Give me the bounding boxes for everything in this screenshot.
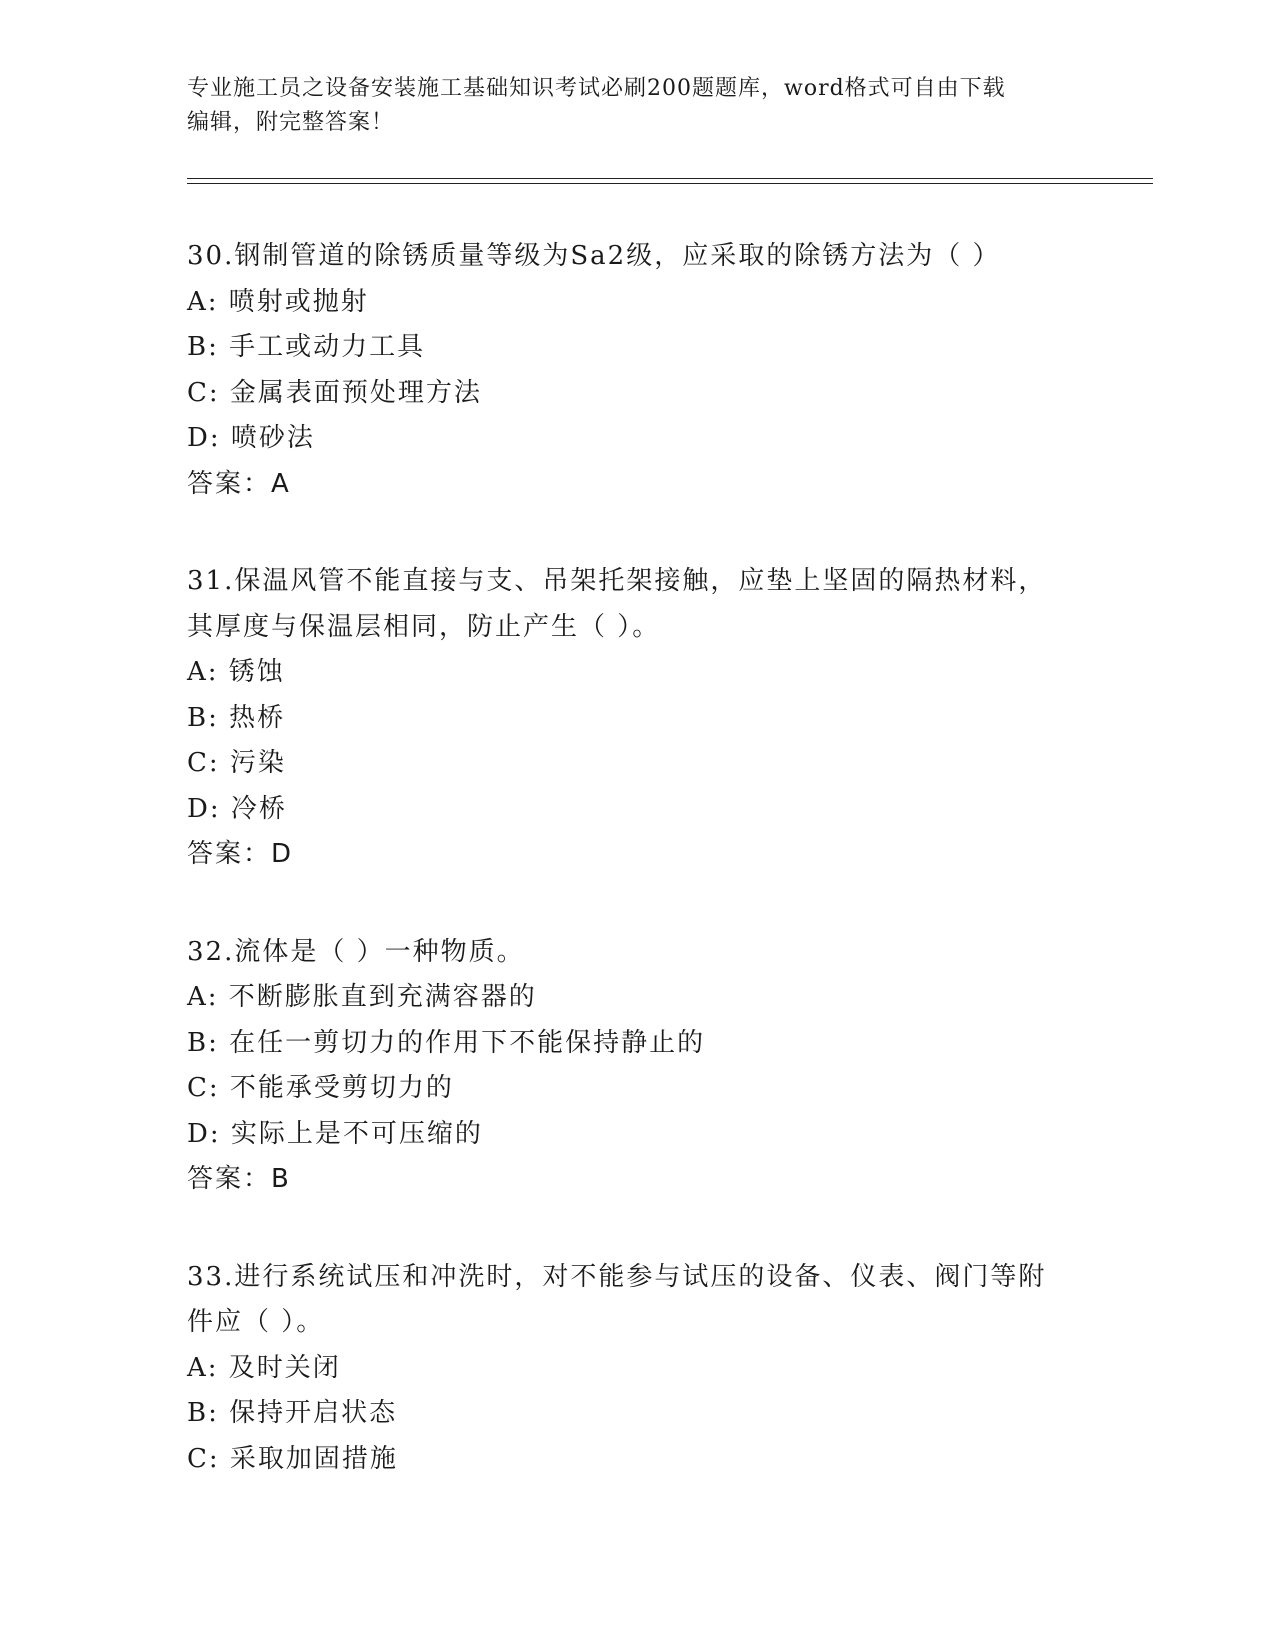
option-b: B: 保持开启状态 [187, 1398, 398, 1428]
question-list [187, 234, 1087, 1534]
answer [187, 832, 1087, 878]
answer-value: B [271, 1164, 290, 1194]
question-text-line: 件应（ ）。 [187, 1307, 325, 1337]
option-b: B: 手工或动力工具 [187, 332, 426, 362]
question-31 [187, 559, 1087, 878]
option-d: D: 冷桥 [187, 793, 287, 824]
header-divider-bottom [187, 183, 1153, 184]
document-header [187, 72, 1087, 140]
question-text-line: 其厚度与保温层相同，防止产生（ ）。 [187, 611, 661, 642]
answer-label: 答案： [187, 1164, 272, 1194]
answer [187, 1157, 1087, 1203]
answer-label: 答案： [187, 839, 272, 869]
option-c: C: 金属表面预处理方法 [187, 377, 482, 408]
question-text-line: 32.流体是（ ）一种物质。 [187, 936, 525, 967]
option-a: A: 锈蚀 [187, 657, 285, 687]
question-32 [187, 930, 1087, 1203]
answer-value: D [271, 839, 293, 869]
answer-value: A [271, 468, 290, 499]
answer [187, 462, 1087, 508]
option-c: C: 采取加固措施 [187, 1443, 398, 1474]
option-c: C: 不能承受剪切力的 [187, 1073, 454, 1103]
answer-label: 答案： [187, 468, 272, 499]
header-line-1: 专业施工员之设备安装施工基础知识考试必刷200题题库，word格式可自由下载 [187, 76, 1006, 101]
option-a: A: 及时关闭 [187, 1352, 341, 1383]
header-divider-top [187, 178, 1153, 179]
question-30 [187, 234, 1087, 507]
option-a: A: 喷射或抛射 [187, 286, 369, 317]
option-b: B: 热桥 [187, 702, 286, 733]
question-text-line: 30.钢制管道的除锈质量等级为Sa2级，应采取的除锈方法为（ ） [187, 241, 1001, 271]
question-text-line: 33.进行系统试压和冲洗时，对不能参与试压的设备、仪表、阀门等附 [187, 1261, 1047, 1292]
question-33 [187, 1255, 1087, 1483]
question-text-line: 31.保温风管不能直接与支、吊架托架接触，应垫上坚固的隔热材料， [187, 566, 1047, 596]
header-line-2: 编辑，附完整答案！ [187, 110, 395, 135]
option-b: B: 在任一剪切力的作用下不能保持静止的 [187, 1027, 706, 1058]
option-c: C: 污染 [187, 748, 286, 778]
option-d: D: 喷砂法 [187, 423, 315, 453]
option-d: D: 实际上是不可压缩的 [187, 1118, 483, 1149]
option-a: A: 不断膨胀直到充满容器的 [187, 982, 537, 1012]
